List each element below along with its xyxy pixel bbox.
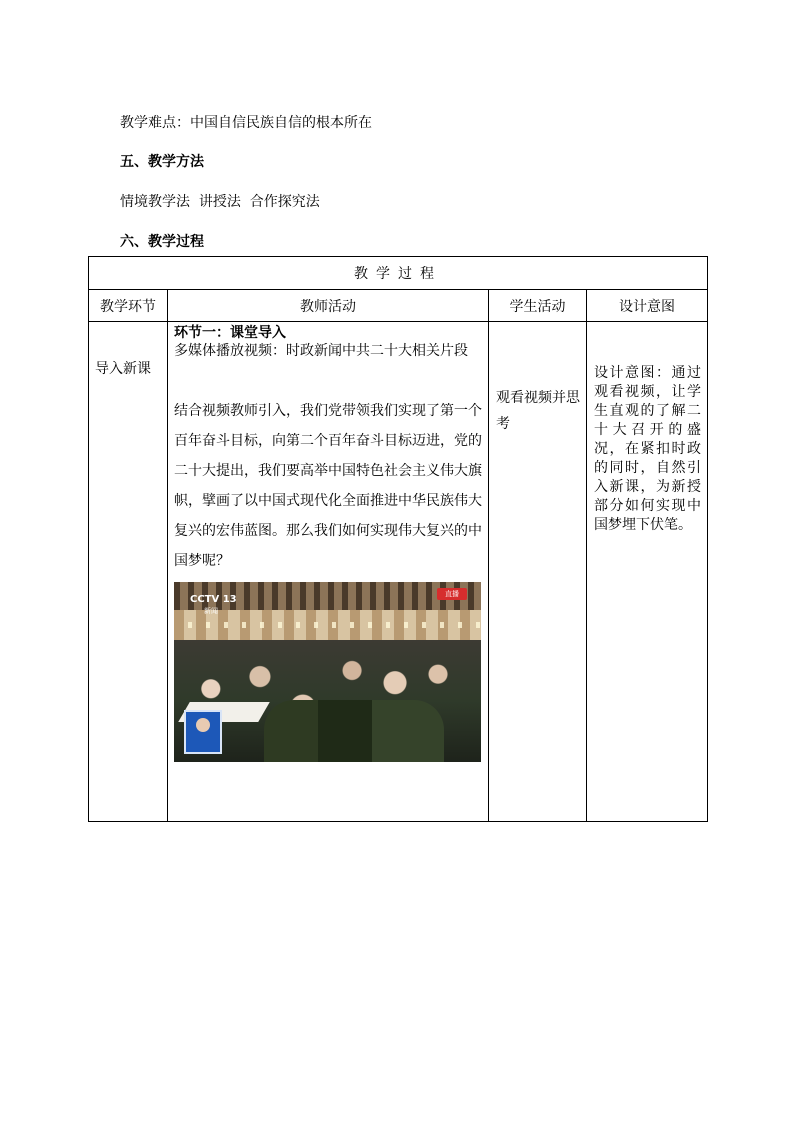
header-stage: 教学环节 — [89, 290, 168, 322]
student-activity: 观看视频并思考 — [496, 390, 580, 432]
teaching-methods: 情境教学法 讲授法 合作探究法 — [120, 194, 320, 210]
stage-cell — [89, 322, 168, 822]
teaching-difficulty: 教学难点：中国自信民族自信的根本所在 — [120, 115, 372, 131]
design-intent: 设计意图：通过观看视频，让学生直观的了解二十大召开的盛况，在紧扣时政的同时，自然引入新课，为新授部分如何实现中国梦埋下伏笔。 — [594, 365, 701, 533]
process-heading: 六、教学过程 — [120, 234, 204, 250]
table-row — [89, 322, 708, 822]
teacher-narrative: 结合视频教师引入，我们党带领我们实现了第一个百年奋斗目标，向第二个百年奋斗目标迈进，党的二十大提出，我们要高举中国特色社会主义伟大旗帜，擘画了以中国式现代化全面推进中华民族伟大复兴的宏伟蓝图。那么我们如何实现伟大复兴的中国梦呢？ — [174, 403, 482, 569]
live-badge: 直播 — [437, 588, 467, 600]
channel-label: 新闻 — [204, 607, 218, 615]
table-title: 教学过程 — [89, 257, 708, 290]
header-design-intent: 设计意图 — [587, 290, 708, 322]
methods-heading: 五、教学方法 — [120, 154, 204, 170]
design-intent-cell — [587, 322, 708, 822]
sign-language-interpreter — [184, 710, 222, 754]
cctv-logo: CCTV 13 — [190, 594, 237, 605]
header-teacher-activity: 教师活动 — [168, 290, 489, 322]
header-student-activity: 学生活动 — [489, 290, 587, 322]
section-heading: 环节一：课堂导入 — [174, 325, 286, 341]
stage-label: 导入新课 — [95, 361, 151, 377]
video-intro: 多媒体播放视频：时政新闻中共二十大相关片段 — [174, 343, 468, 359]
student-activity-cell — [489, 322, 587, 822]
teacher-activity-cell — [168, 322, 489, 822]
teaching-process-table — [88, 256, 708, 822]
congress-video-still — [174, 582, 481, 762]
